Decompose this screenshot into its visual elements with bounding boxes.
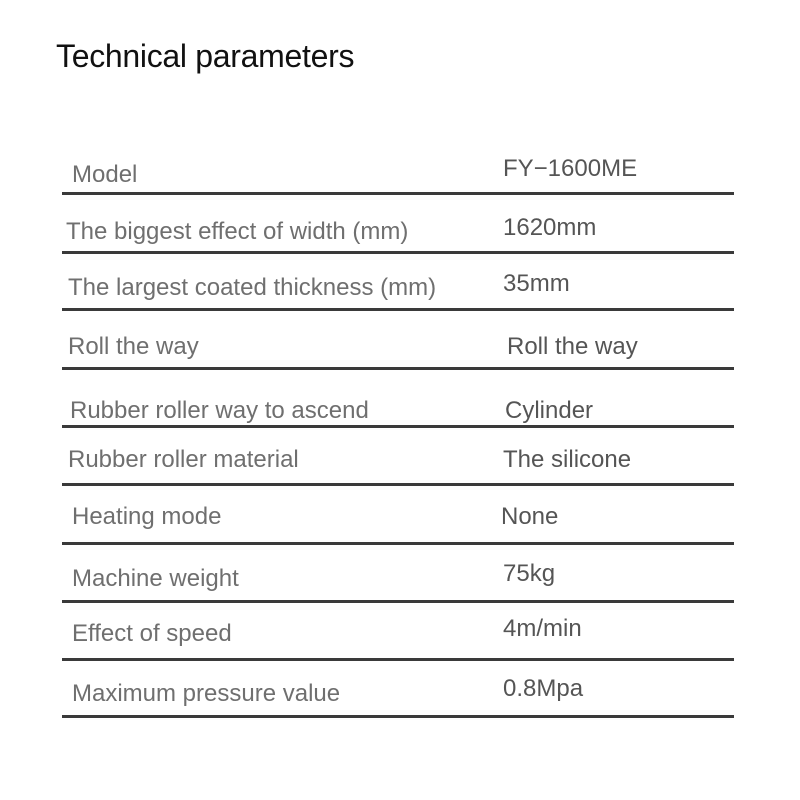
param-value: 4m/min: [503, 615, 582, 642]
param-label: The largest coated thickness (mm): [68, 274, 437, 301]
param-value: Cylinder: [505, 397, 594, 424]
page-title: Technical parameters: [56, 38, 355, 74]
table-row: [62, 603, 734, 661]
param-value: Roll the way: [507, 333, 638, 360]
table-row: [62, 311, 734, 370]
param-label: Rubber roller material: [68, 446, 299, 473]
table-row: [62, 254, 734, 311]
table-row: [62, 661, 734, 718]
param-label: Maximum pressure value: [72, 680, 341, 707]
param-label: Machine weight: [72, 565, 239, 592]
param-value: 0.8Mpa: [503, 675, 584, 702]
param-label: Roll the way: [68, 333, 199, 360]
param-label: Heating mode: [72, 503, 222, 530]
table-row: [62, 195, 734, 254]
param-label: Model: [72, 161, 138, 188]
param-value: FY−1600ME: [503, 155, 638, 182]
table-row: [62, 486, 734, 545]
param-value: 35mm: [503, 270, 570, 297]
param-label: Rubber roller way to ascend: [70, 397, 369, 424]
param-label: The biggest effect of width (mm): [66, 218, 409, 245]
param-label: Effect of speed: [72, 620, 232, 647]
spec-table: [62, 0, 734, 800]
table-row: [62, 428, 734, 486]
table-row: [62, 370, 734, 428]
param-value: The silicone: [503, 446, 632, 473]
param-value: None: [501, 503, 559, 530]
table-row: [62, 545, 734, 603]
table-row: [62, 140, 734, 195]
param-value: 75kg: [503, 560, 556, 587]
param-value: 1620mm: [503, 214, 597, 241]
